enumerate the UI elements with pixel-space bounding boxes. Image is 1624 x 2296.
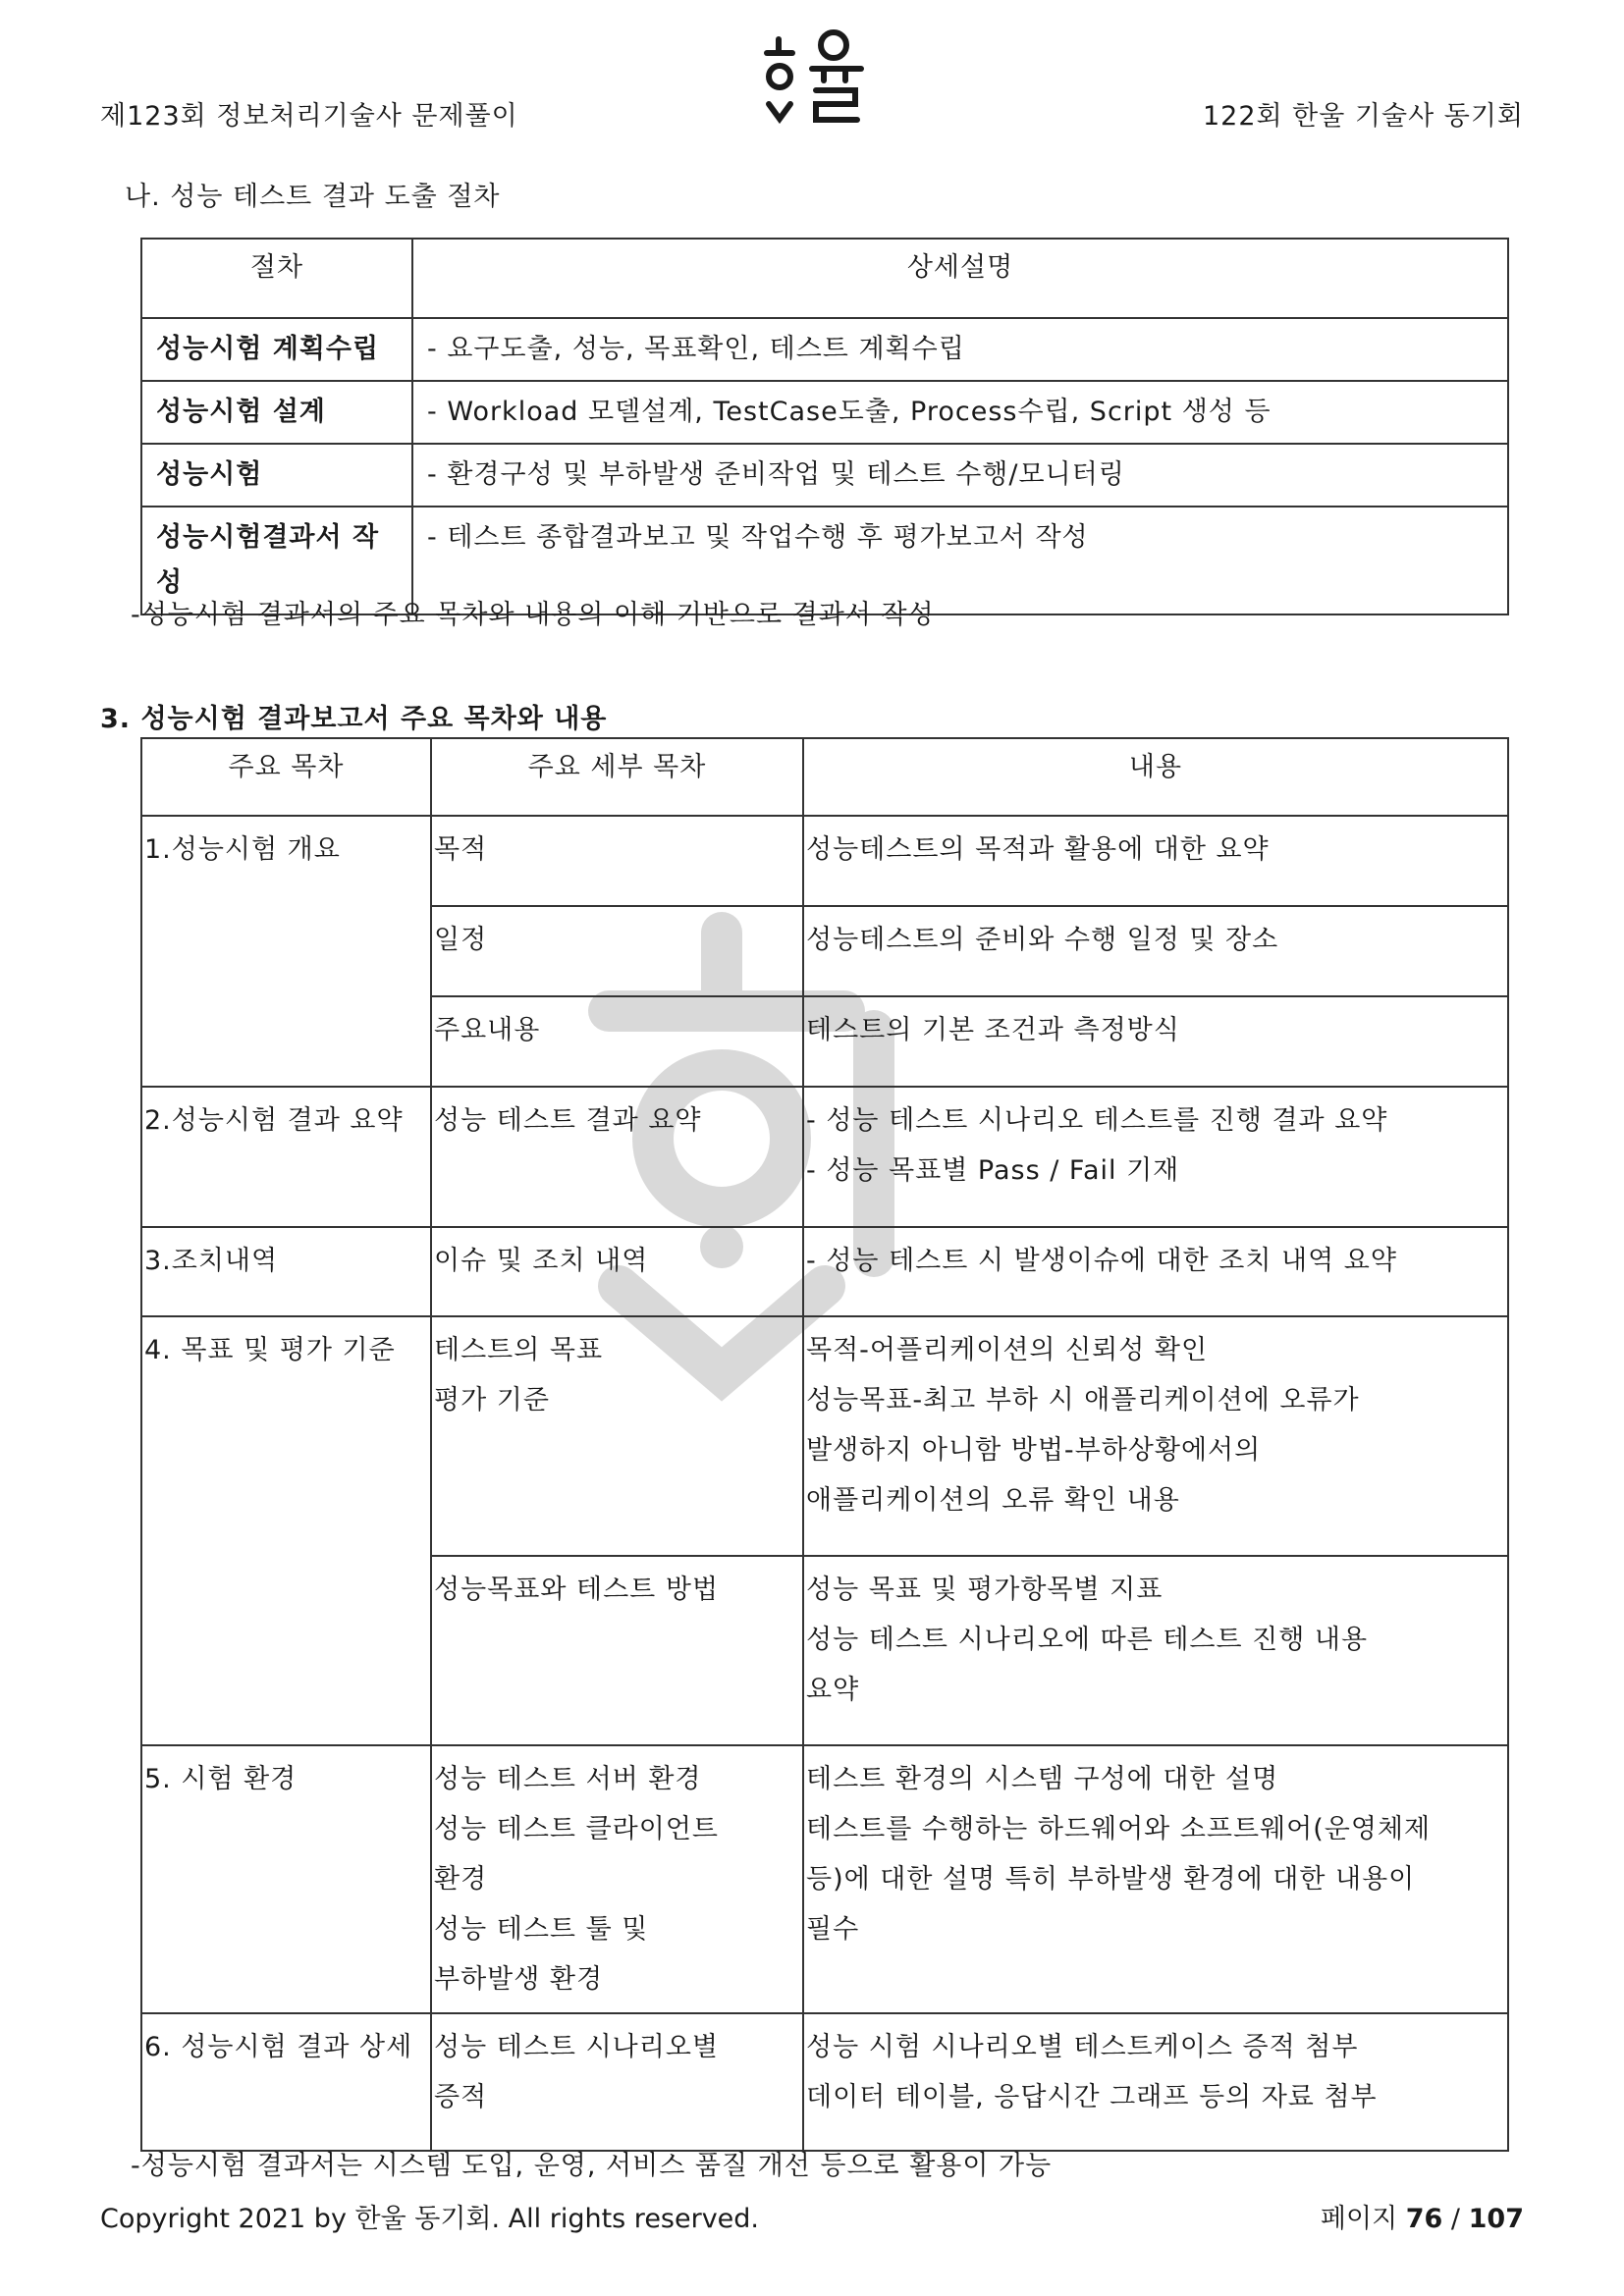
toc-content-line: 필수 xyxy=(806,1914,860,1945)
toc-sub: 이슈 및 조치 내역 xyxy=(431,1227,803,1316)
toc-sub-line: 환경 xyxy=(434,1864,488,1895)
report-toc-table xyxy=(140,737,1509,2152)
toc-content-line: 테스트를 수행하는 하드웨어와 소프트웨어(운영체제 xyxy=(806,1814,1432,1844)
procedure-step: 성능시험 계획수립 xyxy=(141,318,412,381)
toc-header-content: 내용 xyxy=(803,738,1508,816)
toc-sub xyxy=(431,1316,803,1556)
procedure-table xyxy=(140,238,1509,615)
toc-content xyxy=(803,2013,1508,2151)
toc-sub-line: 성능 테스트 서버 환경 xyxy=(434,1764,702,1794)
toc-sub-line: 테스트의 목표 xyxy=(434,1335,604,1365)
table-row xyxy=(141,1087,1508,1227)
table-row xyxy=(141,1745,1508,2013)
toc-content xyxy=(803,1316,1508,1556)
table-row xyxy=(141,381,1508,444)
toc-sub: 주요내용 xyxy=(431,996,803,1087)
procedure-step: 성능시험결과서 작성 xyxy=(141,507,412,614)
toc-sub-line: 성능 테스트 시나리오별 xyxy=(434,2032,719,2062)
toc-content-line: 목적-어플리케이션의 신뢰성 확인 xyxy=(806,1335,1209,1365)
toc-sub-line: 부하발생 환경 xyxy=(434,1964,604,1995)
footer-page-number xyxy=(1321,2197,1524,2235)
toc-content-line: 요약 xyxy=(806,1675,860,1705)
procedure-detail: - 환경구성 및 부하발생 준비작업 및 테스트 수행/모니터링 xyxy=(412,444,1508,507)
toc-content xyxy=(803,1745,1508,2013)
header-right-title: 122회 한울 기술사 동기회 xyxy=(1202,101,1524,132)
section-3-note: -성능시험 결과서는 시스템 도입, 운영, 서비스 품질 개선 등으로 활용이 가능 xyxy=(131,2151,1053,2181)
table-row xyxy=(141,2013,1508,2151)
table-row xyxy=(141,444,1508,507)
toc-content-line: 성능 테스트 시나리오에 따른 테스트 진행 내용 xyxy=(806,1625,1369,1655)
page-current: 76 xyxy=(1405,2204,1443,2234)
toc-content-line: 데이터 테이블, 응답시간 그래프 등의 자료 첨부 xyxy=(806,2082,1378,2112)
procedure-step: 성능시험 설계 xyxy=(141,381,412,444)
table-row xyxy=(141,816,1508,906)
toc-sub-line: 성능 테스트 클라이언트 xyxy=(434,1814,719,1844)
header-left-title: 제123회 정보처리기술사 문제풀이 xyxy=(100,101,518,132)
toc-sub xyxy=(431,2013,803,2151)
toc-content: - 성능 테스트 시 발생이슈에 대한 조치 내역 요약 xyxy=(803,1227,1508,1316)
toc-content-line: - 성능 테스트 시나리오 테스트를 진행 결과 요약 xyxy=(806,1105,1388,1136)
toc-content-line: 성능목표-최고 부하 시 애플리케이션에 오류가 xyxy=(806,1385,1360,1415)
toc-sub-line: 성능 테스트 툴 및 xyxy=(434,1914,649,1945)
procedure-table-header-detail: 상세설명 xyxy=(412,239,1508,318)
toc-main: 2.성능시험 결과 요약 xyxy=(141,1087,431,1227)
toc-content-line: 성능 시험 시나리오별 테스트케이스 증적 첨부 xyxy=(806,2032,1359,2062)
table-row xyxy=(141,1316,1508,1556)
toc-header-main: 주요 목차 xyxy=(141,738,431,816)
toc-header-sub: 주요 세부 목차 xyxy=(431,738,803,816)
section-na-note: -성능시험 결과서의 주요 목차와 내용의 이해 기반으로 결과서 작성 xyxy=(131,600,935,630)
toc-content-line: 테스트 환경의 시스템 구성에 대한 설명 xyxy=(806,1764,1279,1794)
toc-content: 성능테스트의 목적과 활용에 대한 요약 xyxy=(803,816,1508,906)
toc-sub xyxy=(431,1745,803,2013)
toc-content-line: 등)에 대한 설명 특히 부하발생 환경에 대한 내용이 xyxy=(806,1864,1416,1895)
toc-content-line: 성능 목표 및 평가항목별 지표 xyxy=(806,1575,1164,1605)
table-row xyxy=(141,318,1508,381)
procedure-table-header-step: 절차 xyxy=(141,239,412,318)
procedure-step: 성능시험 xyxy=(141,444,412,507)
toc-main: 3.조치내역 xyxy=(141,1227,431,1316)
toc-content: 성능테스트의 준비와 수행 일정 및 장소 xyxy=(803,906,1508,996)
toc-content xyxy=(803,1087,1508,1227)
page-separator: / xyxy=(1450,2204,1461,2234)
section-3-title: 3. 성능시험 결과보고서 주요 목차와 내용 xyxy=(100,704,608,734)
toc-content-line: 발생하지 아니함 방법-부하상황에서의 xyxy=(806,1435,1262,1466)
page-label: 페이지 xyxy=(1320,2204,1398,2234)
toc-main: 5. 시험 환경 xyxy=(141,1745,431,2013)
hanul-logo-icon xyxy=(763,26,871,133)
toc-content xyxy=(803,1556,1508,1745)
toc-content: 테스트의 기본 조건과 측정방식 xyxy=(803,996,1508,1087)
toc-sub-line: 평가 기준 xyxy=(434,1385,550,1415)
procedure-detail: - 테스트 종합결과보고 및 작업수행 후 평가보고서 작성 xyxy=(412,507,1508,614)
toc-main: 4. 목표 및 평가 기준 xyxy=(141,1316,431,1745)
table-row xyxy=(141,1227,1508,1316)
toc-sub: 목적 xyxy=(431,816,803,906)
procedure-detail: - 요구도출, 성능, 목표확인, 테스트 계획수립 xyxy=(412,318,1508,381)
page-total: 107 xyxy=(1468,2204,1524,2234)
toc-sub: 성능목표와 테스트 방법 xyxy=(431,1556,803,1745)
toc-content-line: 애플리케이션의 오류 확인 내용 xyxy=(806,1485,1180,1516)
procedure-detail: - Workload 모델설계, TestCase도출, Process수립, Script 생성 등 xyxy=(412,381,1508,444)
toc-main: 1.성능시험 개요 xyxy=(141,816,431,1087)
section-na-title: 나. 성능 테스트 결과 도출 절차 xyxy=(125,182,501,212)
toc-sub: 일정 xyxy=(431,906,803,996)
footer-copyright: Copyright 2021 by 한울 동기회. All rights reserved. xyxy=(100,2204,760,2234)
toc-main: 6. 성능시험 결과 상세 xyxy=(141,2013,431,2151)
toc-sub: 성능 테스트 결과 요약 xyxy=(431,1087,803,1227)
toc-content-line: - 성능 목표별 Pass / Fail 기재 xyxy=(806,1155,1180,1186)
toc-sub-line: 증적 xyxy=(434,2082,488,2112)
